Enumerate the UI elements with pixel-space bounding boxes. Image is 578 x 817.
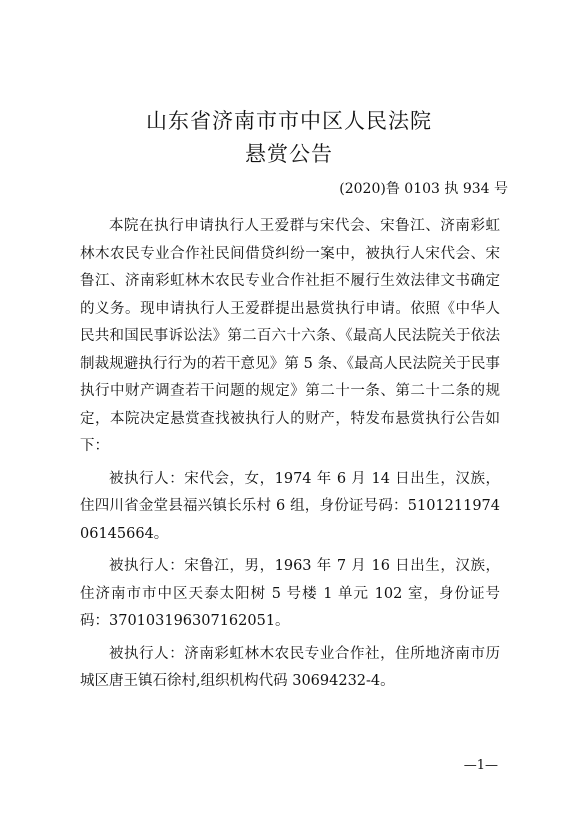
court-name: 山东省济南市市中区人民法院: [146, 109, 432, 133]
paragraph-debtor-2: 被执行人：宋鲁江，男，1963 年 7 月 16 日出生，汉族，住济南市市中区天泰太阳树 5 号楼 1 单元 102 室，身份证号码：370103196307162051。: [80, 558, 500, 629]
paragraph-debtor-3: 被执行人：济南彩虹林木农民专业合作社，住所地济南市历城区唐王镇石徐村,组织机构代码 30694232-4。: [80, 645, 500, 689]
case-number: (2020)鲁 0103 执 934 号: [339, 181, 508, 197]
page-number: —1—: [463, 758, 498, 773]
paragraph-debtor-1: 被执行人：宋代会，女，1974 年 6 月 14 日出生，汉族，住四川省金堂县福兴镇长乐村 6 组，身份证号码：510121197406145664。: [80, 470, 500, 542]
paragraph-intro: 本院在执行申请执行人王爱群与宋代会、宋鲁江、济南彩虹林木农民专业合作社民间借贷纠纷一案中，被执行人宋代会、宋鲁江、济南彩虹林木农民专业合作社拒不履行生效法律文书确定的义务。现申请执行人王爱群提出悬赏执行申请。依照《中华人民共和国民事诉讼法》第二百六十六条、《最高人民法院关于依法制裁规避执行行为的若干意见》第 5 条、《最高人民法院关于民事执行中财产调查若干问题的规定》第二十一条、第二十二条的规定，本院决定悬赏查找被执行人的财产，特发布悬赏执行公告如下：: [80, 218, 500, 454]
document-title: 悬赏公告: [245, 142, 333, 166]
document-body: [80, 213, 500, 701]
